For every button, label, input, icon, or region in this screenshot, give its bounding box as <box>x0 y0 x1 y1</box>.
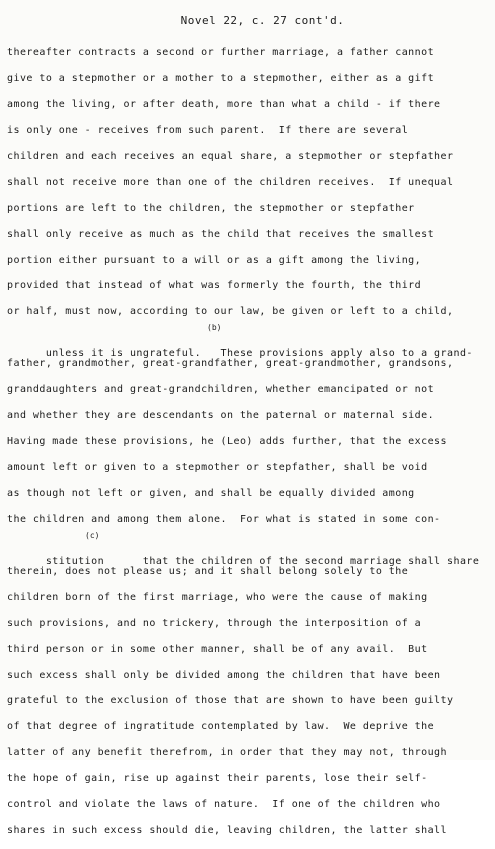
text-line-content: stitution that the children of the second marriage shall share <box>45 555 480 567</box>
text-line-content: unless it is ungrateful. These provisions apply also to a grand- <box>45 348 473 360</box>
text-line: shares in such excess should die, leaving children, the latter shall <box>7 825 447 837</box>
text-line: provided that instead of what was formerly the fourth, the third <box>7 280 422 292</box>
text-line: shall only receive as much as the child that receives the smallest <box>7 228 435 240</box>
text-line: therein, does not please us; and it shall belong solely to the <box>7 565 409 577</box>
text-line: the hope of gain, rise up against their parents, lose their self- <box>7 773 428 785</box>
text-line: such excess shall only be divided among the children that have been <box>7 669 441 681</box>
text-line: is only one - receives from such parent. If there are several <box>7 124 409 136</box>
text-line: such provisions, and no trickery, through the interposition of a <box>7 617 422 629</box>
text-line: thereafter contracts a second or further marriage, a father cannot <box>7 47 435 58</box>
text-line: as though not left or given, and shall be equally divided among <box>7 487 415 499</box>
text-line: control and violate the laws of nature. If one of the children who <box>7 799 441 811</box>
footnote-marker-c: (c) <box>85 530 100 540</box>
text-line: or half, must now, according to our law, be given or left to a child, <box>7 306 454 318</box>
text-line-with-footnote <box>7 323 493 360</box>
text-line: give to a stepmother or a mother to a stepmother, either as a gift <box>7 72 435 84</box>
footnote-marker-b: (b) <box>207 323 222 333</box>
text-line: father, grandmother, great-grandfather, great-grandmother, grandsons, <box>7 358 454 370</box>
text-line: Having made these provisions, he (Leo) adds further, that the excess <box>7 436 447 448</box>
text-line: children and each receives an equal share, a stepmother or stepfather <box>7 150 454 162</box>
text-line: portions are left to the children, the stepmother or stepfather <box>7 202 415 214</box>
text-line: among the living, or after death, more than what a child - if there <box>7 98 441 110</box>
text-line: grateful to the exclusion of those that are shown to have been guilty <box>7 695 454 707</box>
text-line: shall not receive more than one of the children receives. If unequal <box>7 176 454 188</box>
text-line: the children and among them alone. For what is stated in some con- <box>7 513 441 525</box>
text-line: granddaughters and great-grandchildren, whether emancipated or not <box>7 384 435 396</box>
text-line: of that degree of ingratitude contemplated by law. We deprive the <box>7 721 435 733</box>
text-line: latter of any benefit therefrom, in order that they may not, through <box>7 747 447 759</box>
page-header: Novel 22, c. 27 cont'd. <box>180 14 345 27</box>
body-text <box>7 45 493 849</box>
text-line: children born of the first marriage, who were the cause of making <box>7 591 428 603</box>
text-line: portion either pursuant to a will or as a gift among the living, <box>7 254 422 266</box>
text-line-with-footnote <box>7 530 493 567</box>
text-line: amount left or given to a stepmother or stepfather, shall be void <box>7 462 428 473</box>
text-line: third person or in some other manner, shall be of any avail. But <box>7 643 428 655</box>
text-line: and whether they are descendants on the paternal or maternal side. <box>7 410 435 422</box>
